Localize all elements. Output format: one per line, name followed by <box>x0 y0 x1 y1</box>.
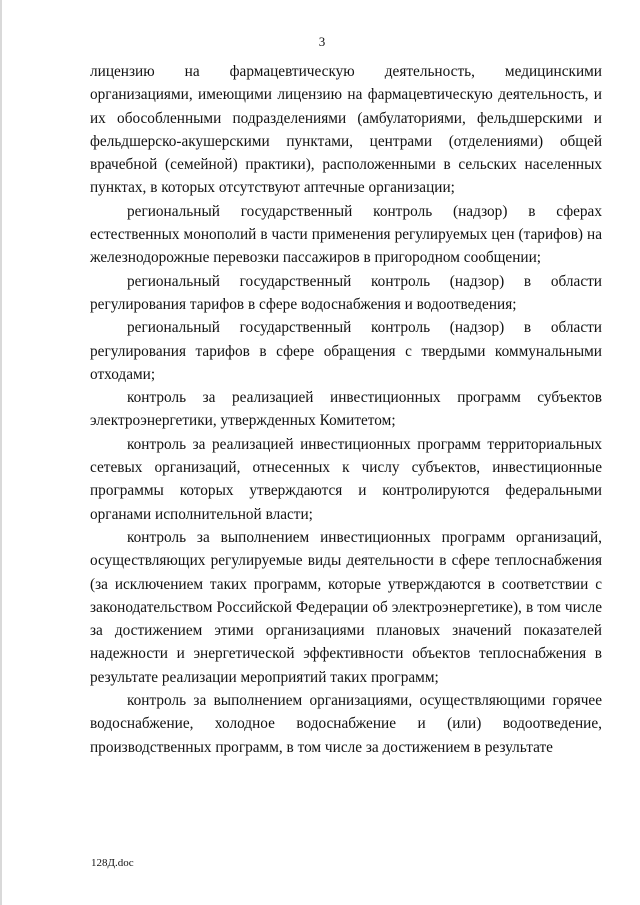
paragraph-2: региональный государственный контроль (надзор) в сферах естественных монополий в части применения регулируемых цен (тарифов) на железнодорожные перевозки пассажиров в пригородном сообщении; <box>90 202 602 267</box>
paragraph-3: региональный государственный контроль (надзор) в области регулирования тарифов в сфере водоснабжения и водоотведения; <box>90 272 602 313</box>
page-number: 3 <box>318 34 326 49</box>
paragraph-6: контроль за реализацией инвестиционных программ территориальных сетевых организаций, отнесенных к числу субъектов, инвестиционные программы которых утверждаются и контролируются федеральными органами исполнительной власти; <box>90 435 602 523</box>
paragraph-8: контроль за выполнением организациями, осуществляющими горячее водоснабжение, холодное водоснабжение и (или) водоотведение, производственных программ, в том числе за достижением в результате <box>90 692 602 756</box>
paragraph-4: региональный государственный контроль (надзор) в области регулирования тарифов в сфере обращения с твердыми коммунальными отходами; <box>90 319 602 383</box>
document-body <box>90 60 602 759</box>
paragraph-5: контроль за реализацией инвестиционных программ субъектов электроэнергетики, утвержденных Комитетом; <box>90 389 602 430</box>
paragraph-7: контроль за выполнением инвестиционных программ организаций, осуществляющих регулируемые виды деятельности в сфере теплоснабжения (за исключением таких программ, которые утверждаются в соответствии с законодательством Российской Федерации об электроэнергетике), в том числе за достижением этими организациями плановых значений показателей надежности и энергетической эффективности объектов теплоснабжения в результате реализации мероприятий таких программ; <box>90 528 602 686</box>
paragraph-1: лицензию на фармацевтическую деятельность, медицинскими организациями, имеющими лицензию на фармацевтическую деятельность, и их обособленными подразделениями (амбулаториями, фельдшерскими и фельдшерско-акушерскими пунктами, центрами (отделениями) общей врачебной (семейной) практики), расположенными в сельских населенных пунктах, в которых отсутствуют аптечные организации; <box>90 63 602 197</box>
footer-filename: 128Д.doc <box>91 857 134 869</box>
